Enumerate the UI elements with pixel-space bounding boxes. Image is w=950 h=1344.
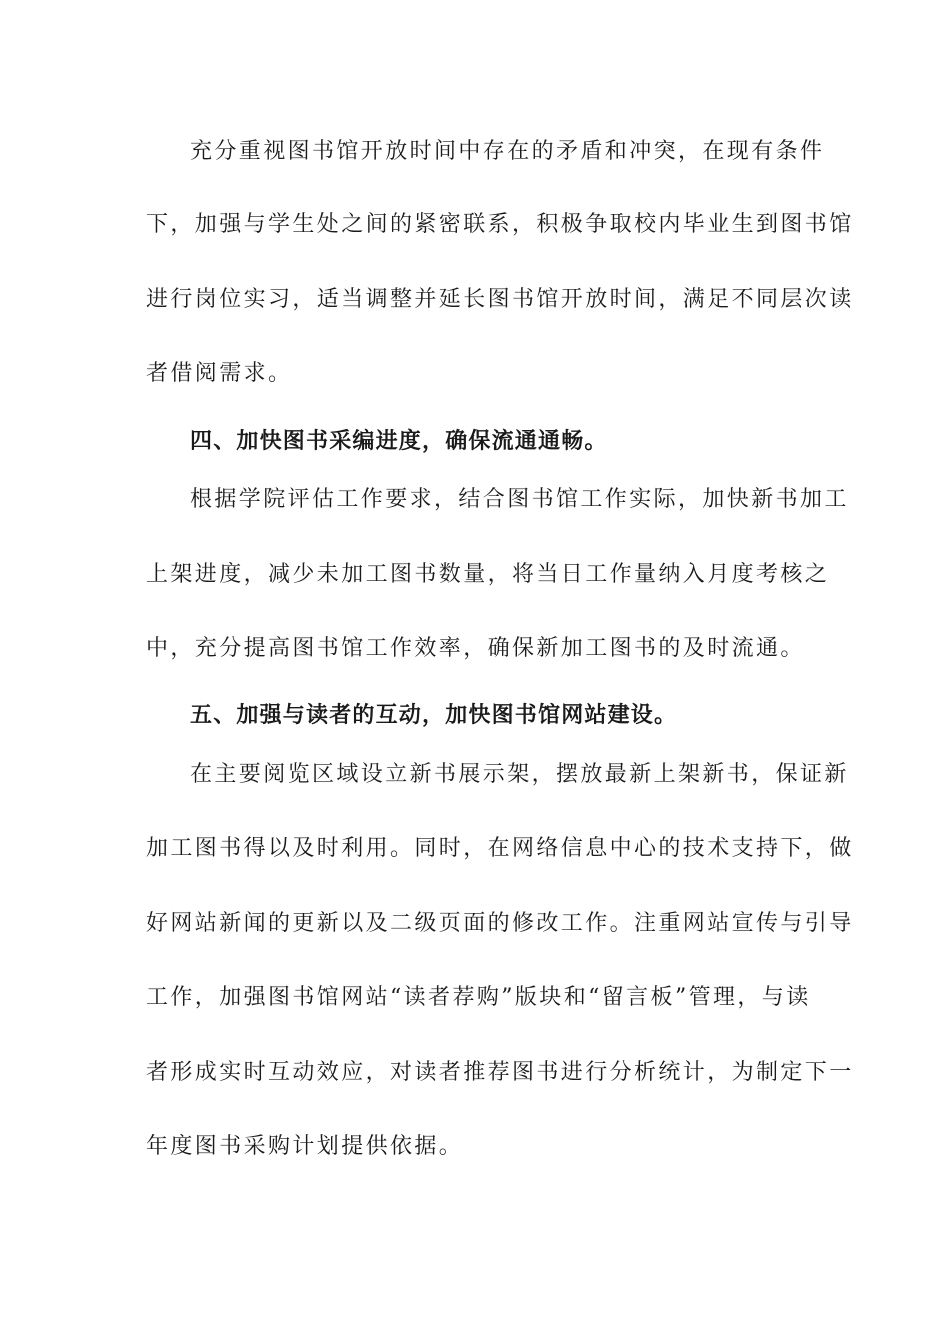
paragraph-3-line-6: 年度图书采购计划提供依据。 <box>146 1134 464 1159</box>
paragraph-3-line-4: 工作，加强图书馆网站“读者荐购”版块和“留言板”管理，与读 <box>146 985 811 1010</box>
paragraph-1-line-2: 下，加强与学生处之间的紧密联系，积极争取校内毕业生到图书馆 <box>146 212 854 237</box>
paragraph-2-line-2: 上架进度，减少未加工图书数量，将当日工作量纳入月度考核之 <box>146 562 830 587</box>
paragraph-3-line-2: 加工图书得以及时利用。同时，在网络信息中心的技术支持下，做 <box>146 836 854 861</box>
paragraph-1-line-3: 进行岗位实习，适当调整并延长图书馆开放时间，满足不同层次读 <box>146 287 854 312</box>
section-heading-4: 四、加快图书采编进度，确保流通通畅。 <box>190 428 608 454</box>
paragraph-3-line-3: 好网站新闻的更新以及二级页面的修改工作。注重网站宣传与引导 <box>146 911 854 936</box>
paragraph-2-line-3: 中，充分提高图书馆工作效率，确保新加工图书的及时流通。 <box>146 636 805 661</box>
paragraph-1-line-4: 者借阅需求。 <box>146 361 293 386</box>
paragraph-3-line-5: 者形成实时互动效应，对读者推荐图书进行分析统计，为制定下一 <box>146 1060 854 1085</box>
paragraph-2-line-1: 根据学院评估工作要求，结合图书馆工作实际，加快新书加工 <box>190 487 849 512</box>
section-heading-5: 五、加强与读者的互动，加快图书馆网站建设。 <box>190 702 678 728</box>
paragraph-1-line-1: 充分重视图书馆开放时间中存在的矛盾和冲突，在现有条件 <box>190 139 825 164</box>
paragraph-3-line-1: 在主要阅览区域设立新书展示架，摆放最新上架新书，保证新 <box>190 762 849 787</box>
